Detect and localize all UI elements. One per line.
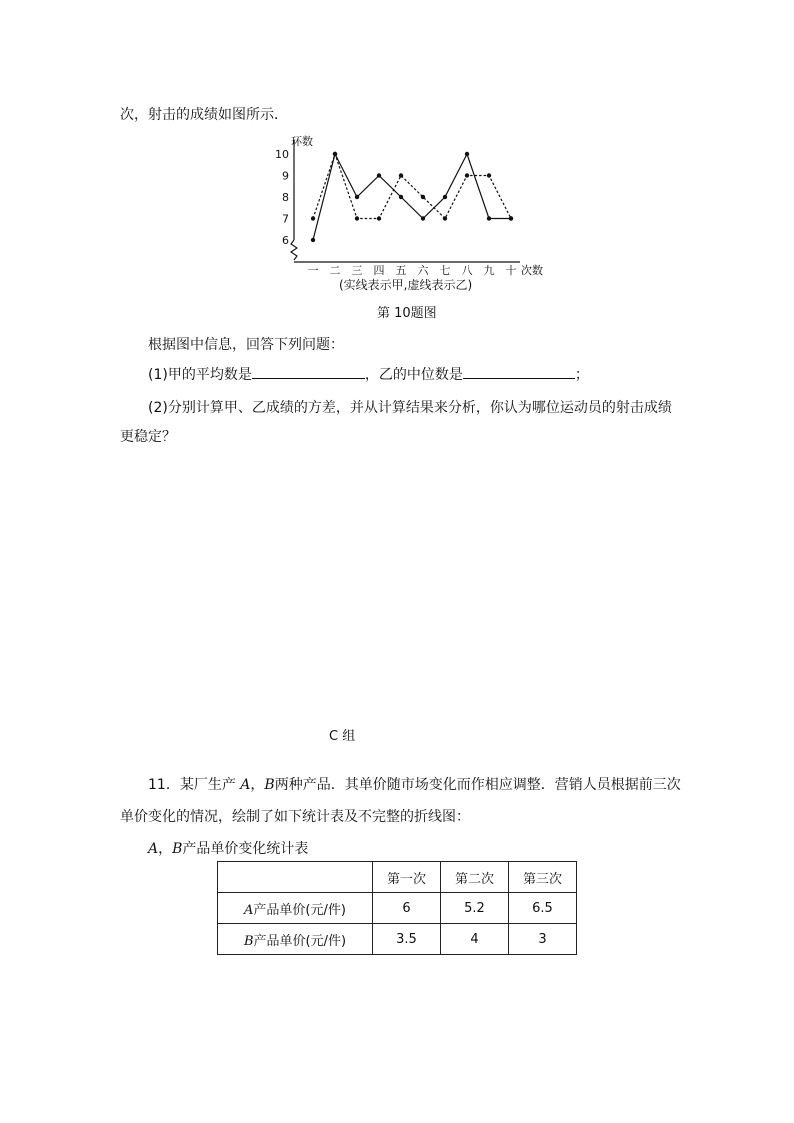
table-title-rest: 产品单价变化统计表: [182, 841, 309, 857]
table-cell: 6: [373, 893, 441, 924]
answer-blank-median[interactable]: [463, 364, 575, 379]
x-tick-label: 九: [483, 264, 495, 277]
y-tick-label: 10: [275, 148, 289, 161]
y-tick-label: 8: [282, 191, 289, 204]
chart-note: (实线表示甲,虚线表示乙): [339, 278, 473, 292]
data-point: [311, 216, 315, 220]
x-tick-label: 六: [417, 264, 429, 277]
row-label-text: 产品单价(元/件): [253, 933, 347, 949]
question-lead: 根据图中信息，回答下列问题：: [148, 337, 344, 353]
data-point: [487, 216, 491, 220]
series-line: [313, 154, 511, 240]
var-b: B: [264, 777, 275, 793]
y-tick-label: 9: [282, 169, 289, 183]
data-point: [333, 152, 337, 156]
data-point: [399, 195, 403, 199]
series-line: [313, 154, 511, 219]
table-header-3: 第三次: [509, 862, 577, 893]
data-point: [377, 173, 381, 177]
table-title-sep: ，: [158, 841, 173, 857]
table-title-var-a: A: [148, 841, 159, 857]
intro-line: 次，射击的成绩如图所示．: [120, 107, 288, 123]
question-11-line2: 单价变化的情况，绘制了如下统计表及不完整的折线图：: [120, 809, 470, 825]
table-cell: 5.2: [441, 893, 509, 924]
data-point: [421, 195, 425, 199]
data-point: [465, 152, 469, 156]
data-point: [377, 216, 381, 220]
row-label-b: [218, 924, 373, 955]
data-point: [487, 173, 491, 177]
table-cell: 6.5: [509, 893, 577, 924]
x-tick-label: 二: [329, 264, 341, 277]
answer-blank-mean[interactable]: [252, 364, 365, 379]
row-label-a: [218, 893, 373, 924]
x-axis-label: 次数: [521, 264, 543, 277]
table-row: [218, 924, 577, 955]
table-cell: 4: [441, 924, 509, 955]
q1-part-a: (1)甲的平均数是: [148, 367, 252, 383]
data-point: [355, 195, 359, 199]
row-var-b: B: [243, 933, 254, 949]
q1-part-b: ，乙的中位数是: [364, 367, 463, 383]
y-tick-label: 7: [282, 212, 289, 226]
x-tick-label: 三: [351, 264, 363, 277]
row-label-text: 产品单价(元/件): [253, 902, 346, 918]
table-cell: 3: [509, 924, 577, 955]
data-point: [509, 216, 513, 220]
table-title-var-b: B: [172, 841, 183, 857]
question-1: [148, 364, 589, 384]
price-table: [217, 861, 577, 955]
x-tick-label: 八: [461, 264, 473, 277]
x-tick-label: 十: [505, 264, 517, 277]
q11-text1: 两种产品．其单价随市场变化而作相应调整．营销人员根据前三次: [274, 777, 681, 793]
x-tick-label: 一: [307, 264, 319, 277]
data-point: [311, 238, 315, 242]
x-tick-label: 七: [439, 264, 451, 277]
table-header-1: 第一次: [373, 862, 441, 893]
section-title: C 组: [329, 729, 356, 744]
data-point: [421, 216, 425, 220]
question-11-line1: [148, 774, 681, 794]
data-point: [443, 195, 447, 199]
table-header-2: 第二次: [441, 862, 509, 893]
y-tick-label: 6: [282, 234, 289, 247]
y-axis: [291, 140, 297, 260]
q1-part-c: ；: [574, 367, 589, 383]
var-a: A: [240, 777, 251, 793]
row-var-a: A: [244, 902, 254, 918]
y-axis-label: 环数: [291, 135, 313, 148]
line-chart: [270, 128, 560, 288]
table-header-row: [218, 862, 577, 893]
x-tick-label: 四: [373, 264, 385, 277]
data-point: [443, 216, 447, 220]
x-tick-label: 五: [395, 264, 407, 277]
q11-number: 11．某厂生产: [148, 777, 236, 793]
data-point: [399, 173, 403, 177]
q11-sep: ，: [250, 777, 265, 793]
data-point: [465, 173, 469, 177]
table-row: [218, 893, 577, 924]
question-2-line1: (2)分别计算甲、乙成绩的方差，并从计算结果来分析，你认为哪位运动员的射击成绩: [148, 400, 672, 416]
question-2-line2: 更稳定？: [120, 429, 176, 445]
data-point: [355, 216, 359, 220]
figure-caption: 第 10题图: [377, 306, 437, 321]
table-cell: 3.5: [373, 924, 441, 955]
table-title: [148, 838, 308, 858]
table-header-corner: [218, 862, 373, 893]
